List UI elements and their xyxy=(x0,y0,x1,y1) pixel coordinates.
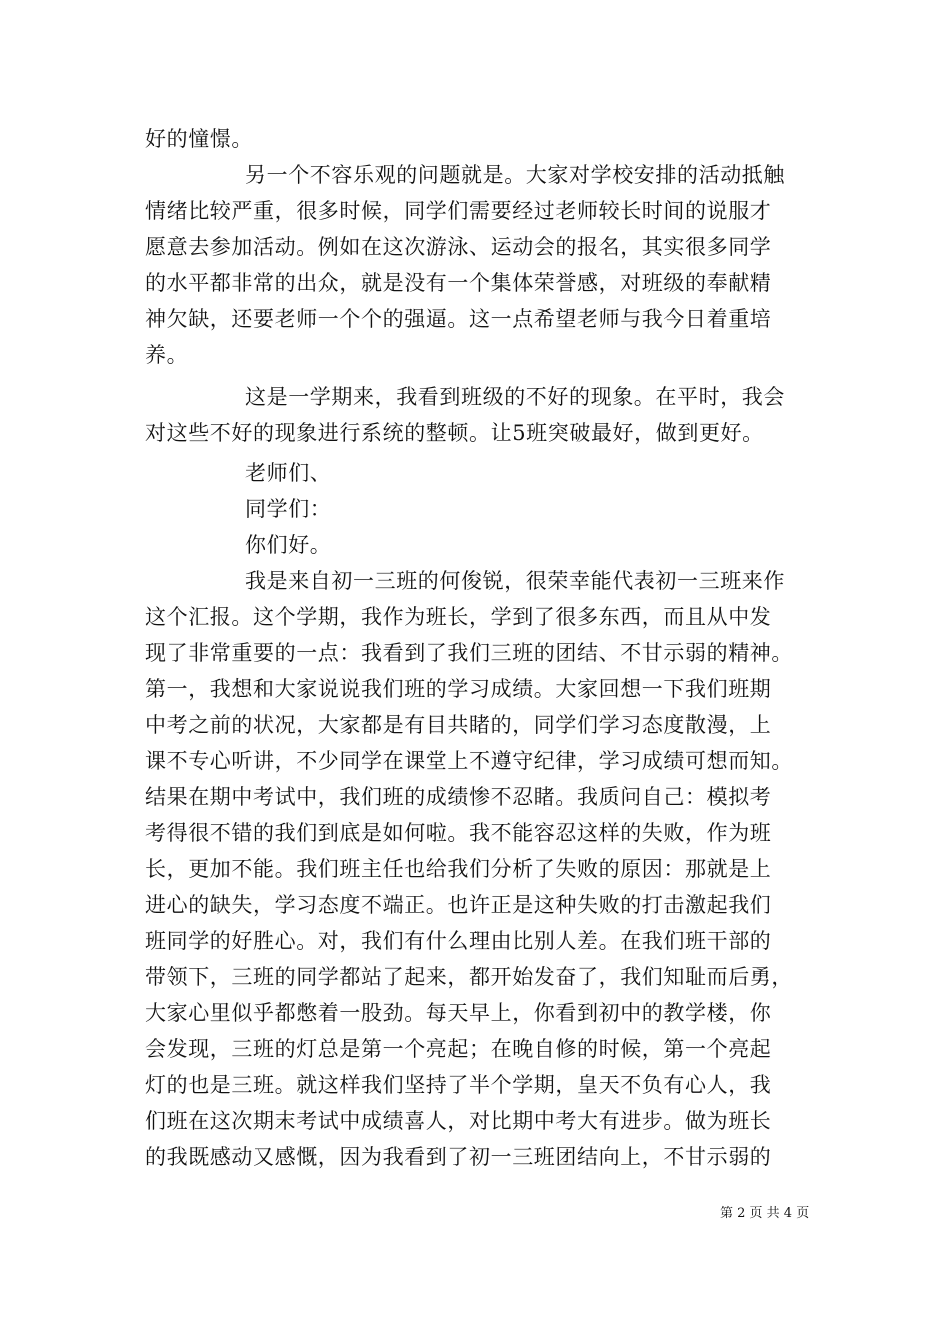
text-line: 这是一学期来，我看到班级的不好的现象。在平时，我会 xyxy=(245,385,785,409)
text-line: 带领下，三班的同学都站了起来，都开始发奋了，我们知耻而后勇， xyxy=(145,965,793,989)
text-line: 神欠缺，还要老师一个个的强逼。这一点希望老师与我今日着重培 xyxy=(145,307,772,331)
text-line: 好的憧憬。 xyxy=(145,127,253,151)
text-line: 长，更加不能。我们班主任也给我们分析了失败的原因：那就是上 xyxy=(145,857,772,881)
text-line: 同学们： xyxy=(245,497,332,521)
text-line: 们班在这次期末考试中成绩喜人，对比期中考大有进步。做为班长 xyxy=(145,1109,772,1133)
text-line: 你们好。 xyxy=(245,533,332,557)
text-line: 这个汇报。这个学期，我作为班长，学到了很多东西，而且从中发 xyxy=(145,605,772,629)
text-line: 对这些不好的现象进行系统的整顿。让5班突破最好，做到更好。 xyxy=(145,421,764,445)
text-line: 老师们、 xyxy=(245,461,332,485)
text-line: 课不专心听讲，不少同学在课堂上不遵守纪律，学习成绩可想而知。 xyxy=(145,749,793,773)
text-line: 的我既感动又感慨，因为我看到了初一三班团结向上，不甘示弱的 xyxy=(145,1145,772,1169)
text-line: 进心的缺失，学习态度不端正。也许正是这种失败的打击激起我们 xyxy=(145,893,772,917)
text-line: 中考之前的状况，大家都是有目共睹的，同学们学习态度散漫，上 xyxy=(145,713,772,737)
text-line: 养。 xyxy=(145,343,189,367)
text-line: 的水平都非常的出众，就是没有一个集体荣誉感，对班级的奉献精 xyxy=(145,271,772,295)
text-line: 结果在期中考试中，我们班的成绩惨不忍睹。我质问自己：模拟考 xyxy=(145,785,772,809)
text-line: 考得很不错的我们到底是如何啦。我不能容忍这样的失败，作为班 xyxy=(145,821,772,845)
text-line: 班同学的好胜心。对，我们有什么理由比别人差。在我们班干部的 xyxy=(145,929,772,953)
text-line: 会发现，三班的灯总是第一个亮起；在晚自修的时候，第一个亮起 xyxy=(145,1037,772,1061)
text-line: 现了非常重要的一点：我看到了我们三班的团结、不甘示弱的精神。 xyxy=(145,641,793,665)
text-line: 大家心里似乎都憋着一股劲。每天早上，你看到初中的教学楼，你 xyxy=(145,1001,772,1025)
text-line: 情绪比较严重，很多时候，同学们需要经过老师较长时间的说服才 xyxy=(145,199,772,223)
text-line: 愿意去参加活动。例如在这次游泳、运动会的报名，其实很多同学 xyxy=(145,235,772,259)
text-line: 第一，我想和大家说说我们班的学习成绩。大家回想一下我们班期 xyxy=(145,677,772,701)
text-line: 灯的也是三班。就这样我们坚持了半个学期，皇天不负有心人，我 xyxy=(145,1073,772,1097)
text-line: 我是来自初一三班的何俊锐，很荣幸能代表初一三班来作 xyxy=(245,569,785,593)
page-number: 第 2 页 共 4 页 xyxy=(720,1206,810,1221)
text-line: 另一个不容乐观的问题就是。大家对学校安排的活动抵触 xyxy=(245,163,785,187)
